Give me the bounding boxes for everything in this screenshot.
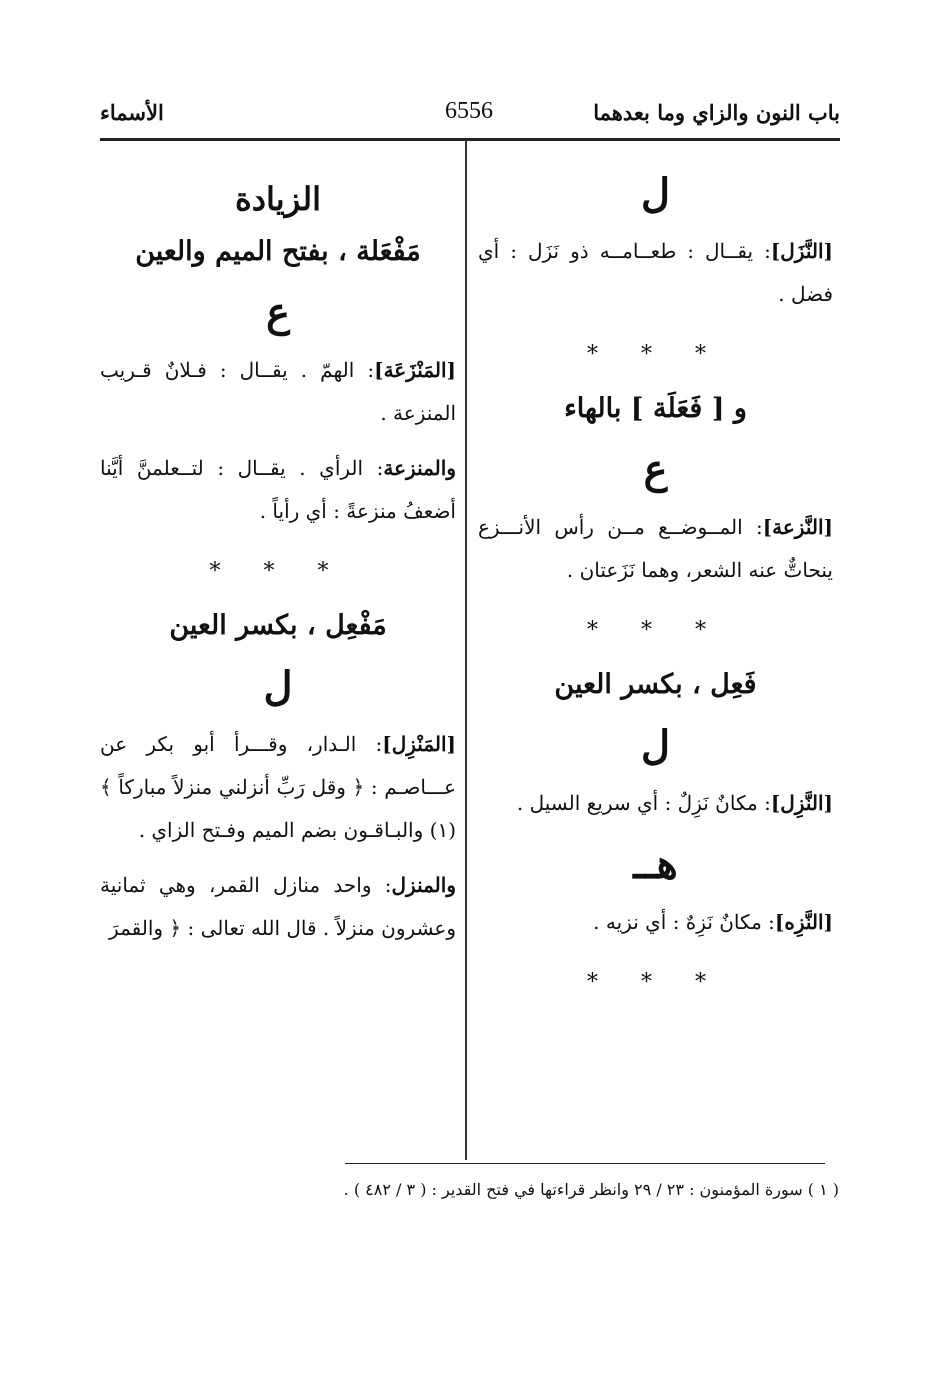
entry-term: [المَنْزَعَة] bbox=[374, 358, 456, 382]
entry-text: : واحد منازل القمر، وهي ثمانية وعشرون منزلاً . قال الله تعالى : ﴿ والقمرَ bbox=[100, 873, 456, 940]
entry-text: : الـدار، وقـــرأ أبو بكر عن عـــاصـم : ﴿ وقل رَبِّ أنزلني منزلاً مباركاً ﴾(١) والبـاقـون بضم الميم وفـتح الزاي . bbox=[100, 732, 456, 842]
letter-heading: ل bbox=[640, 170, 671, 217]
footnote-rule bbox=[345, 1163, 825, 1164]
header-section-title: الأسماء bbox=[100, 100, 164, 125]
entry-text: : المــوضــع مــن رأس الأنـــزع ينحاتٌّ عنه الشعر، وهما نَزَعتان . bbox=[478, 515, 833, 582]
header-chapter-title: باب النون والزاي وما بعدهما bbox=[593, 100, 840, 125]
section-heading: فَعِل ، بكسر العين bbox=[554, 669, 757, 700]
letter-heading: ل bbox=[263, 663, 293, 710]
entry-text: : مكانٌ نَزِهٌ : أي نزيه . bbox=[593, 910, 775, 934]
section-heading: مَفْعَلة ، بفتح الميم والعين bbox=[135, 236, 421, 267]
left-column bbox=[100, 160, 456, 962]
header-rule bbox=[100, 138, 840, 141]
column-divider bbox=[465, 140, 467, 1160]
entry-term: [المَنْزِل] bbox=[382, 732, 456, 756]
entry bbox=[100, 864, 456, 950]
separator-stars: * * * bbox=[587, 618, 724, 643]
entry bbox=[478, 782, 833, 825]
entry-text: : الرأي . يقــال : لتــعلمنَّ أيَّنا أضعفُ منزعةً : أي رأياً . bbox=[100, 456, 456, 523]
right-column bbox=[478, 160, 833, 1021]
entry-term: [النَّزعة] bbox=[762, 515, 833, 539]
entry-text: : الهمّ . يقــال : فـلانٌ قـريب المنزعة . bbox=[100, 358, 456, 425]
entry-term: والمنزل bbox=[391, 873, 456, 897]
page-number: 6556 bbox=[445, 98, 493, 124]
letter-heading: ع bbox=[643, 446, 668, 493]
entry bbox=[100, 723, 456, 852]
entry-term: [النَّزِل] bbox=[770, 791, 833, 815]
separator-stars: * * * bbox=[587, 342, 724, 367]
footnote: ( ١ ) سورة المؤمنون : ٢٣ / ٢٩ وانظر قراءتها في فتح القدير : ( ٣ / ٤٨٢ ) . bbox=[343, 1180, 839, 1199]
entry bbox=[478, 230, 833, 316]
section-heading: مَفْعِل ، بكسر العين bbox=[169, 610, 387, 641]
entry-term: [النَّزِه] bbox=[774, 910, 833, 934]
section-heading: و [ فَعَلَة ] بالهاء bbox=[564, 393, 747, 424]
entry-text: : مكانٌ نَزِلٌ : أي سريع السيل . bbox=[516, 791, 771, 815]
entry-term: [النَّزَل] bbox=[770, 239, 833, 263]
entry bbox=[478, 901, 833, 944]
section-heading: الزيادة bbox=[235, 180, 321, 218]
entry bbox=[478, 506, 833, 592]
separator-stars: * * * bbox=[587, 970, 724, 995]
letter-heading: ل bbox=[640, 722, 671, 769]
entry-text: : يقــال : طعــامــه ذو نَزَل : أي فضل . bbox=[478, 239, 833, 306]
page-header bbox=[100, 96, 840, 136]
letter-heading: ع bbox=[266, 289, 290, 336]
entry bbox=[100, 349, 456, 435]
separator-stars: * * * bbox=[209, 559, 347, 584]
letter-heading: هــ bbox=[633, 841, 678, 888]
entry-term: والمنزعة bbox=[383, 456, 456, 480]
entry bbox=[100, 447, 456, 533]
